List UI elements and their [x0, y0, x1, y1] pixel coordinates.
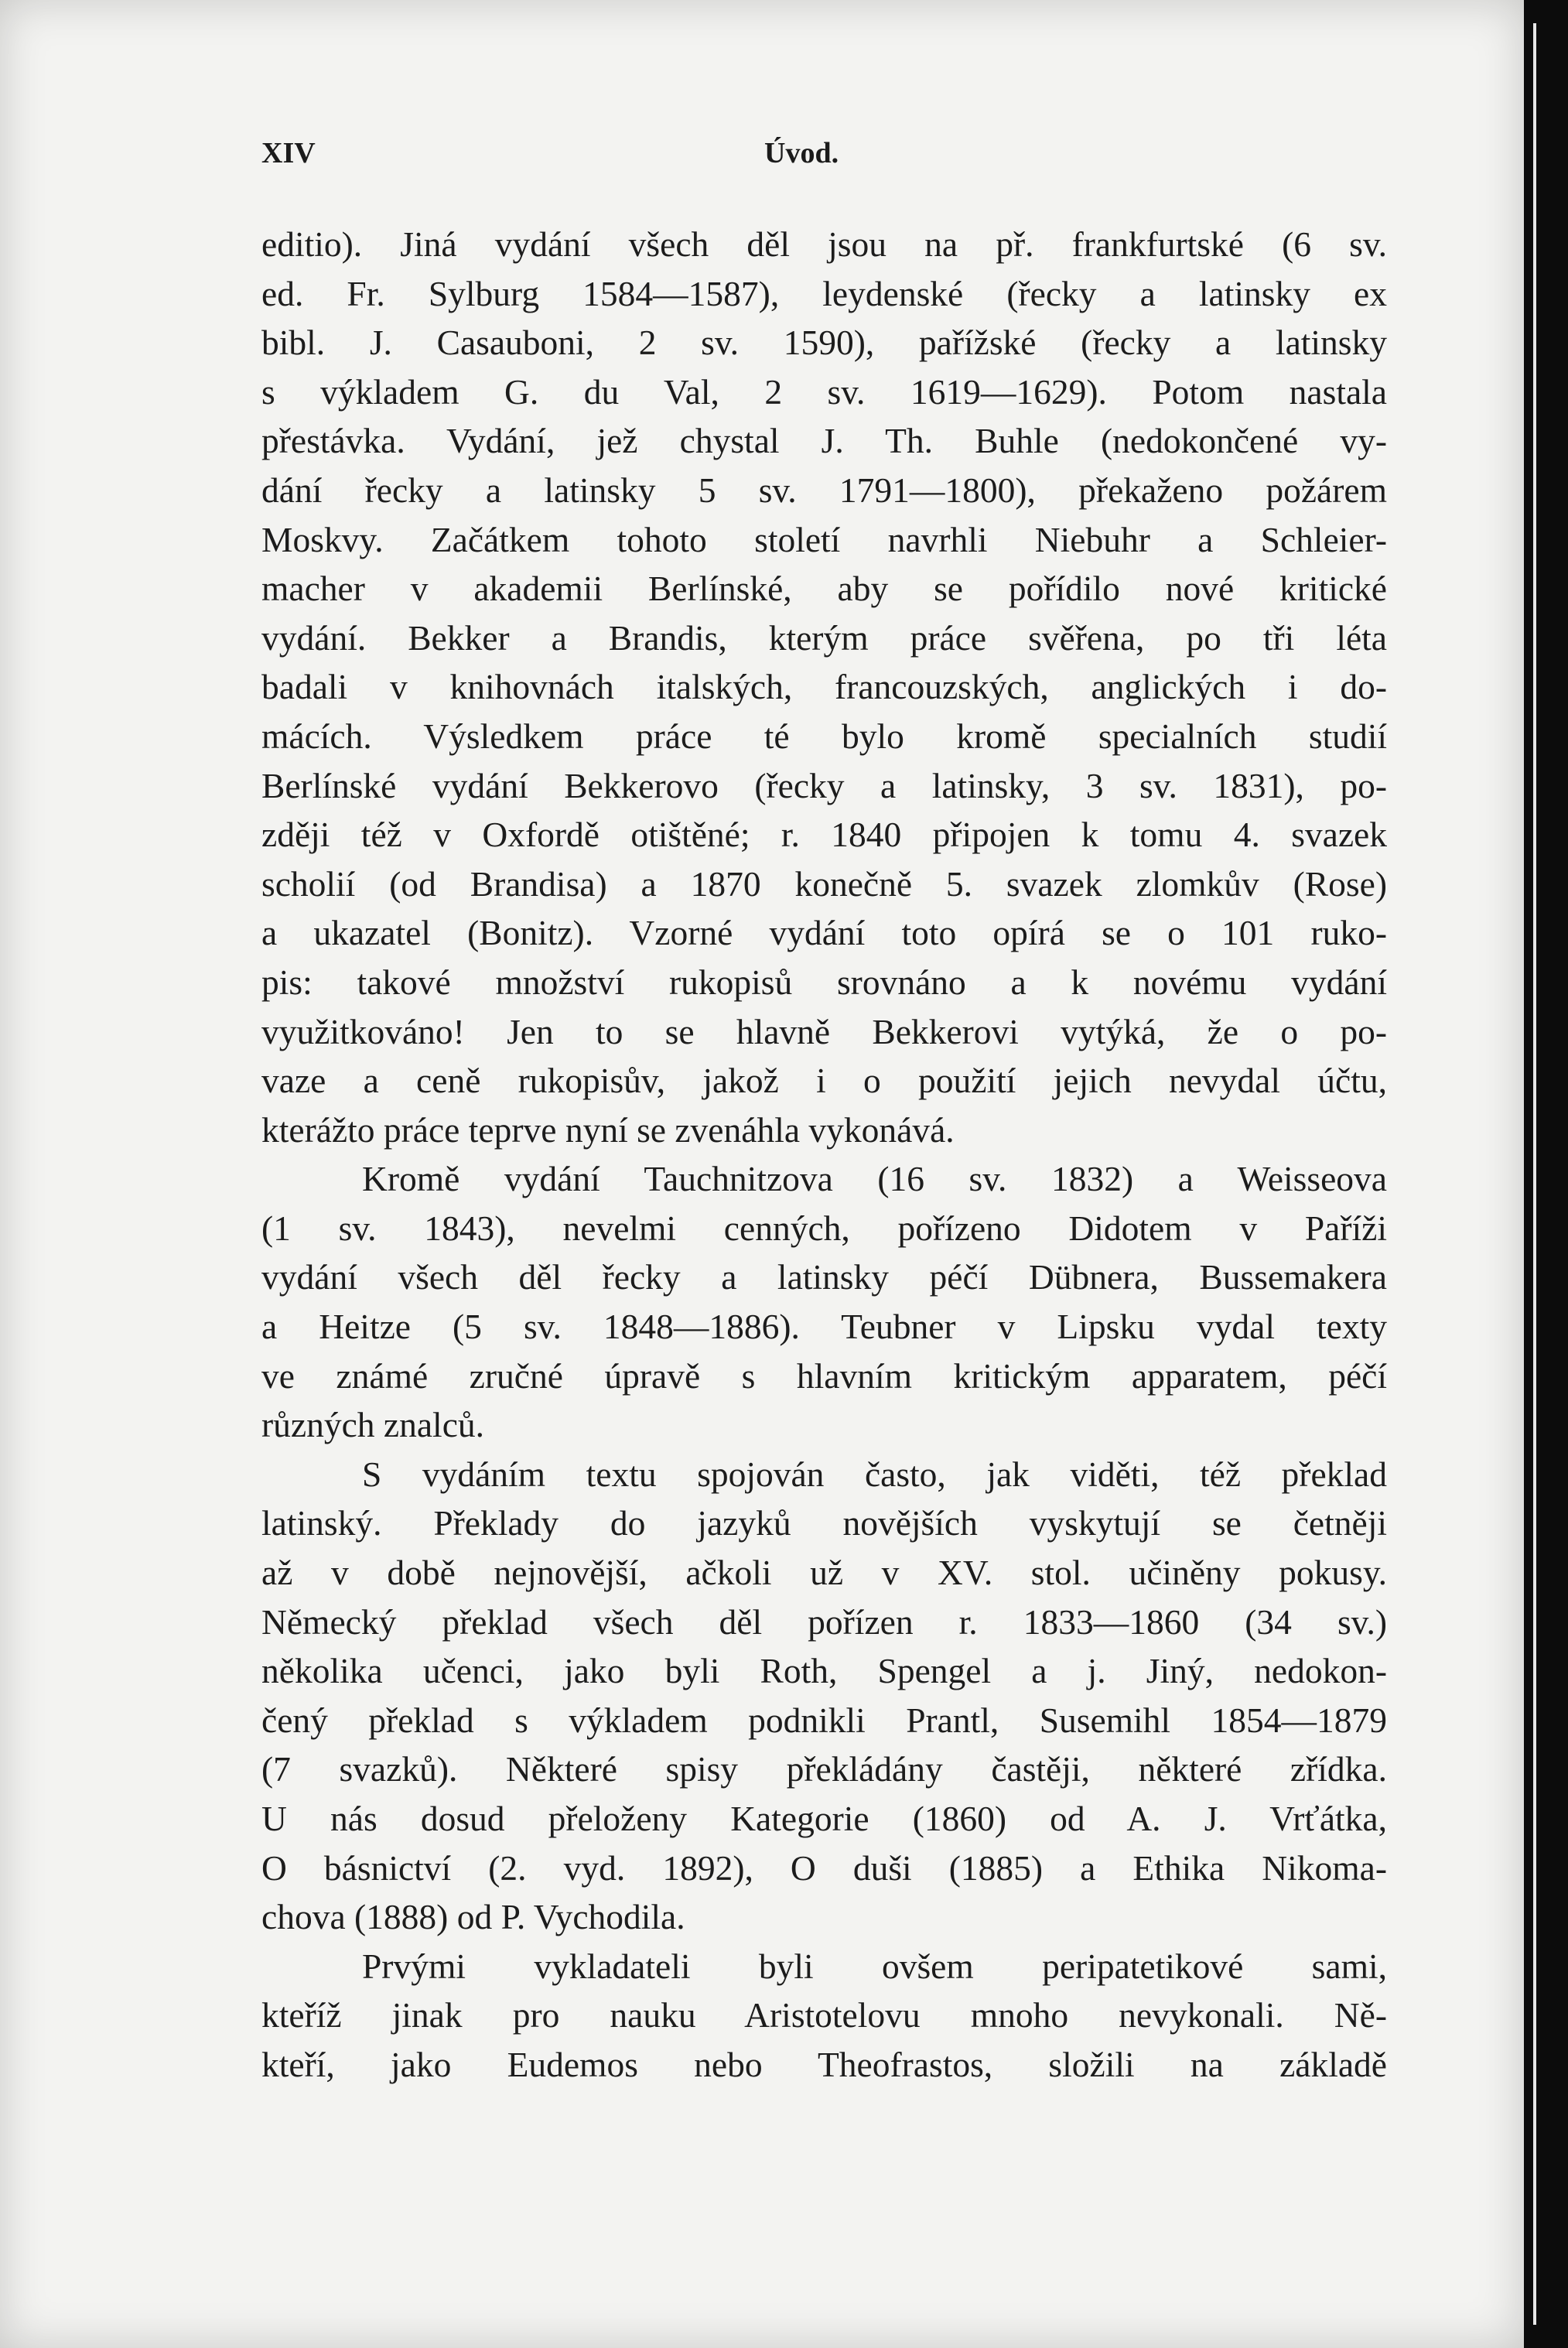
- page-edge-shadow: [1524, 0, 1568, 2348]
- text-line: macher v akademii Berlínské, aby se pořídilo nové kritické: [261, 569, 1387, 609]
- running-title: Úvod.: [764, 137, 839, 169]
- text-line: editio). Jiná vydání všech děl jsou na př. frankfurtské (6 sv.: [261, 224, 1387, 264]
- text-line: ed. Fr. Sylburg 1584—1587), leydenské (řecky a latinsky ex: [261, 273, 1387, 313]
- text-line: s výkladem G. du Val, 2 sv. 1619—1629). Potom nastala: [261, 371, 1387, 412]
- text-line: vaze a ceně rukopisův, jakož i o použití jejich nevydal účtu,: [261, 1061, 1387, 1101]
- text-line: a Heitze (5 sv. 1848—1886). Teubner v Lipsku vydal texty: [261, 1307, 1387, 1347]
- text-line: kteří, jako Eudemos nebo Theofrastos, složili na základě: [261, 2044, 1387, 2084]
- text-line: vydání všech děl řecky a latinsky péčí Dübnera, Bussemakera: [261, 1257, 1387, 1297]
- text-line: čený překlad s výkladem podnikli Prantl, Susemihl 1854—1879: [261, 1700, 1387, 1740]
- text-line: Kromě vydání Tauchnitzova (16 sv. 1832) a Weisseova: [362, 1159, 1387, 1199]
- body-text: [261, 220, 1387, 2090]
- text-line: Prvými vykladateli byli ovšem peripatetikové sami,: [362, 1946, 1387, 1986]
- text-line: bibl. J. Casauboni, 2 sv. 1590), pařížské (řecky a latinsky: [261, 323, 1387, 363]
- text-line: chova (1888) od P. Vychodila.: [261, 1897, 685, 1937]
- text-line: kteříž jinak pro nauku Aristotelovu mnoho nevykonali. Ně-: [261, 1995, 1387, 2035]
- text-line: ve známé zručné úpravě s hlavním kritickým apparatem, péčí: [261, 1355, 1387, 1396]
- text-line: pis: takové množství rukopisů srovnáno a k novému vydání: [261, 962, 1387, 1002]
- page-number: XIV: [261, 137, 316, 169]
- text-line: a ukazatel (Bonitz). Vzorné vydání toto opírá se o 101 ruko-: [261, 913, 1387, 953]
- text-line: S vydáním textu spojován často, jak viděti, též překlad: [362, 1454, 1387, 1494]
- text-line: využitkováno! Jen to se hlavně Bekkerovi vytýká, že o po-: [261, 1011, 1387, 1051]
- text-line: badali v knihovnách italských, francouzských, anglických i do-: [261, 667, 1387, 707]
- text-line: kterážto práce teprve nyní se zvenáhla vykonává.: [261, 1109, 955, 1150]
- text-line: U nás dosud přeloženy Kategorie (1860) od A. J. Vrťátka,: [261, 1799, 1387, 1838]
- text-line: mácích. Výsledkem práce té bylo kromě specialních studií: [261, 716, 1387, 756]
- text-line: přestávka. Vydání, jež chystal J. Th. Buhle (nedokončené vy-: [261, 421, 1387, 461]
- running-header: [261, 136, 1375, 175]
- text-line: latinský. Překlady do jazyků novějších vyskytují se četněji: [261, 1503, 1387, 1543]
- text-line: (7 svazků). Některé spisy překládány častěji, některé zřídka.: [261, 1749, 1387, 1789]
- text-line: O básnictví (2. vyd. 1892), O duši (1885) a Ethika Nikoma-: [261, 1847, 1387, 1888]
- text-line: zději též v Oxfordě otištěné; r. 1840 připojen k tomu 4. svazek: [261, 815, 1387, 855]
- text-line: až v době nejnovější, ačkoli už v XV. stol. učiněny pokusy.: [261, 1553, 1387, 1593]
- text-line: různých znalců.: [261, 1405, 485, 1445]
- text-line: Německý překlad všech děl pořízen r. 1833—1860 (34 sv.): [261, 1601, 1387, 1642]
- text-line: Berlínské vydání Bekkerovo (řecky a latinsky, 3 sv. 1831), po-: [261, 765, 1387, 805]
- next-page-edge: [1533, 23, 1536, 2325]
- text-line: dání řecky a latinsky 5 sv. 1791—1800), překaženo požárem: [261, 470, 1387, 510]
- text-line: několika učenci, jako byli Roth, Spengel a j. Jiný, nedokon-: [261, 1651, 1387, 1691]
- text-line: scholií (od Brandisa) a 1870 konečně 5. svazek zlomkův (Rose): [261, 863, 1387, 904]
- text-line: Moskvy. Začátkem tohoto století navrhli Niebuhr a Schleier-: [261, 519, 1387, 559]
- text-line: (1 sv. 1843), nevelmi cenných, pořízeno Didotem v Paříži: [261, 1208, 1387, 1248]
- text-line: vydání. Bekker a Brandis, kterým práce svěřena, po tři léta: [261, 617, 1387, 658]
